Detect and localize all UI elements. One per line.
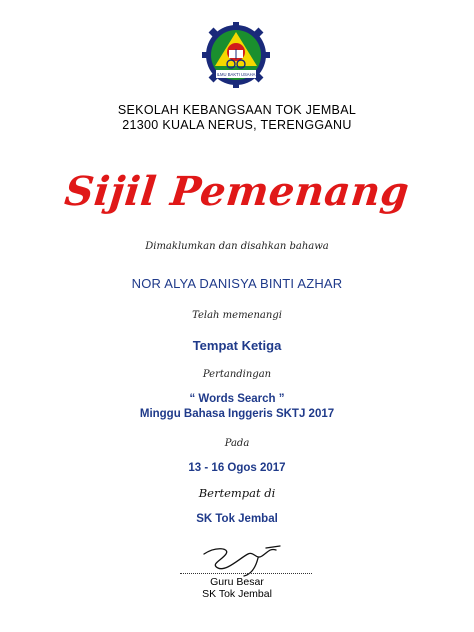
recipient-name: NOR ALYA DANISYA BINTI AZHAR — [131, 276, 343, 291]
signatory-title: Guru Besar — [210, 576, 264, 588]
school-crest-icon — [202, 22, 270, 90]
confirm-text: Dimaklumkan dan disahkan bahawa — [145, 241, 329, 252]
signature-line — [180, 573, 312, 574]
venue-label: Bertempat di — [198, 486, 276, 500]
school-address: 21300 KUALA NERUS, TERENGGANU — [122, 118, 352, 132]
venue: SK Tok Jembal — [196, 513, 278, 525]
signatory-organization: SK Tok Jembal — [202, 588, 272, 600]
won-text: Telah memenangi — [192, 310, 282, 321]
date-label: Pada — [224, 438, 250, 449]
placement: Tempat Ketiga — [192, 338, 282, 353]
certificate-title: Sijil Pemenang — [62, 168, 412, 215]
title-wrap — [0, 168, 474, 215]
school-name: SEKOLAH KEBANGSAAN TOK JEMBAL — [117, 103, 357, 117]
logo-motto: ILMU BAKTI USAHA — [216, 72, 256, 77]
event-date: 13 - 16 Ogos 2017 — [188, 462, 286, 474]
signature-icon — [196, 540, 286, 580]
competition-label: Pertandingan — [202, 369, 272, 380]
competition-name: “ Words Search ” — [189, 393, 285, 405]
competition-event: Minggu Bahasa Inggeris SKTJ 2017 — [139, 408, 335, 420]
